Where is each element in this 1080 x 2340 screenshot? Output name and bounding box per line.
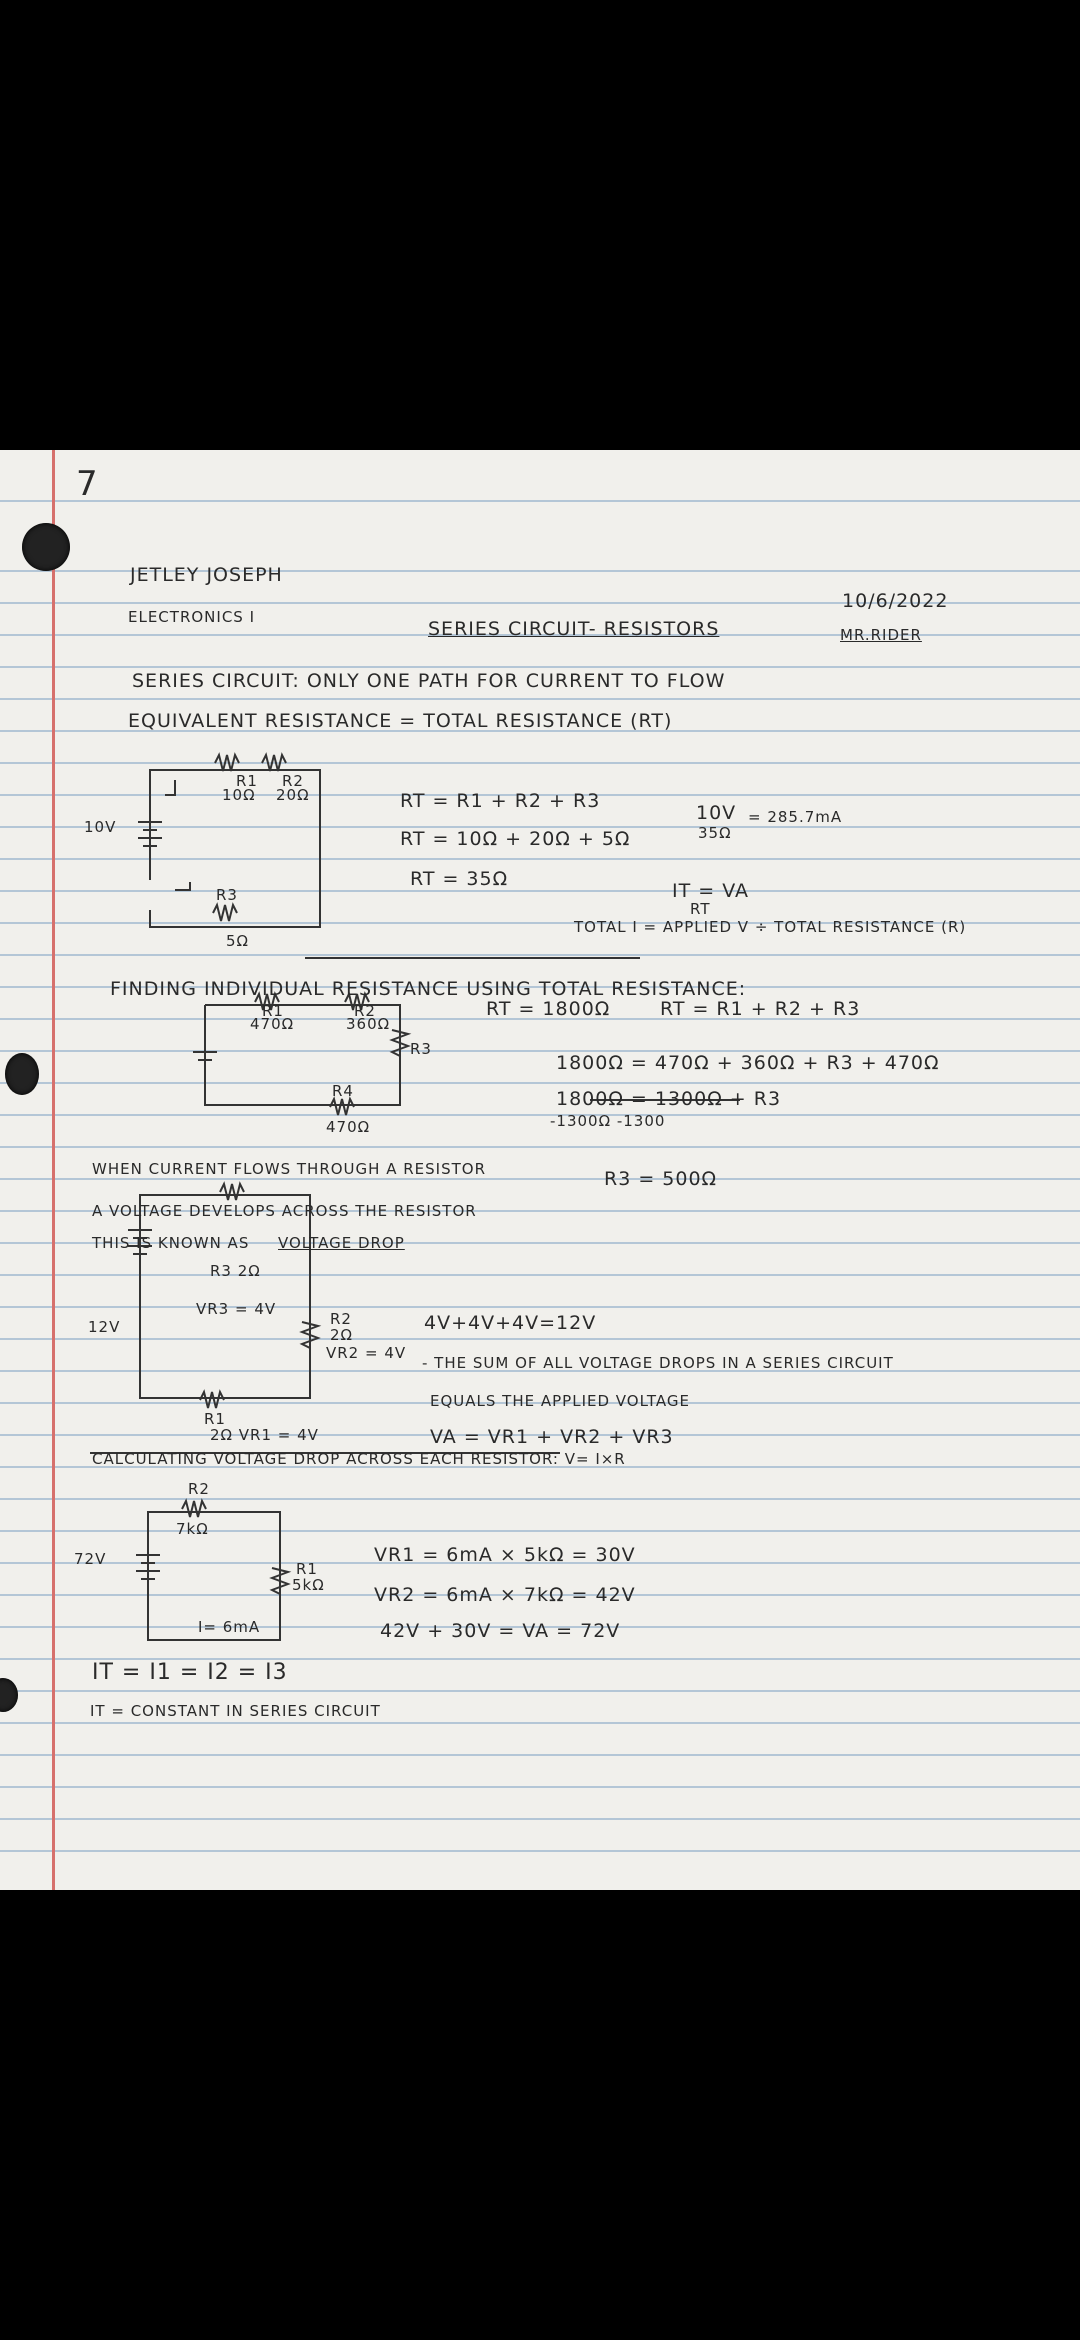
circuit3-rule-line1: - THE SUM OF ALL VOLTAGE DROPS IN A SERIES CIRCUIT xyxy=(422,1354,894,1372)
circuit1-r2-value: 20Ω xyxy=(276,786,310,804)
section2-rt: RT = 1800Ω xyxy=(486,998,611,1020)
circuit1-r1-name: R1 xyxy=(236,772,258,790)
section4-r2-name: R2 xyxy=(188,1480,210,1498)
section4-current-eq: IT = I1 = I2 = I3 xyxy=(92,1660,288,1685)
circuit1-current-num: IT = VA xyxy=(672,880,749,902)
circuit3-r1-name: R1 xyxy=(204,1410,226,1428)
circuit3-r2-name: R2 xyxy=(330,1310,352,1328)
page-number: 7 xyxy=(76,464,99,504)
section2-eq3b: -1300Ω -1300 xyxy=(550,1112,666,1130)
section4-eq2: VR2 = 6mA × 7kΩ = 42V xyxy=(374,1584,636,1606)
voltage-drop-term: VOLTAGE DROP xyxy=(278,1234,405,1252)
circuit3-formula: VA = VR1 + VR2 + VR3 xyxy=(430,1426,674,1448)
section2-eq1: RT = R1 + R2 + R3 xyxy=(660,998,861,1020)
section4-current: I= 6mA xyxy=(198,1618,261,1636)
circuit3-r1-value-vr1: 2Ω VR1 = 4V xyxy=(210,1426,319,1444)
section4-r2-value: 7kΩ xyxy=(176,1520,209,1538)
circuit1-r3-name: R3 xyxy=(216,886,238,904)
circuit1-ratio-num: 10V xyxy=(696,802,737,824)
topic-title: SERIES CIRCUIT- RESISTORS xyxy=(428,618,720,640)
section2-r4-value: 470Ω xyxy=(326,1118,371,1136)
circuit3-rule-line2: EQUALS THE APPLIED VOLTAGE xyxy=(430,1392,690,1410)
voltage-drop-line1: WHEN CURRENT FLOWS THROUGH A RESISTOR xyxy=(92,1160,486,1178)
circuit1-ratio-result: = 285.7mA xyxy=(748,808,843,826)
circuit1-source: 10V xyxy=(84,818,117,836)
section4-note: IT = CONSTANT IN SERIES CIRCUIT xyxy=(90,1702,381,1720)
section2-r2-value: 360Ω xyxy=(346,1015,391,1033)
circuit1-eq3: RT = 35Ω xyxy=(410,868,509,890)
circuit3-vr2: VR2 = 4V xyxy=(326,1344,407,1362)
circuit1-current-den: RT xyxy=(690,900,711,918)
circuit3-source: 12V xyxy=(88,1318,121,1336)
circuit1-ratio-den: 35Ω xyxy=(698,824,732,842)
circuit1-eq2: RT = 10Ω + 20Ω + 5Ω xyxy=(400,828,631,850)
circuit3-sum: 4V+4V+4V=12V xyxy=(424,1312,597,1334)
voltage-drop-line2: A VOLTAGE DEVELOPS ACROSS THE RESISTOR xyxy=(92,1202,477,1220)
circuit1-r1-value: 10Ω xyxy=(222,786,256,804)
date: 10/6/2022 xyxy=(842,590,949,612)
section2-eq2: 1800Ω = 470Ω + 360Ω + R3 + 470Ω xyxy=(556,1052,940,1074)
circuit1-r3-value: 5Ω xyxy=(226,932,250,950)
section4-heading: CALCULATING VOLTAGE DROP ACROSS EACH RESISTOR: V= I×R xyxy=(92,1450,626,1468)
equivalent-resistance-definition: EQUIVALENT RESISTANCE = TOTAL RESISTANCE (RT) xyxy=(128,710,673,732)
section2-eq3a: 1800Ω = 1300Ω + R3 xyxy=(556,1088,782,1110)
circuit1-r2-name: R2 xyxy=(282,772,304,790)
section2-r3-name: R3 xyxy=(410,1040,432,1058)
section4-eq1: VR1 = 6mA × 5kΩ = 30V xyxy=(374,1544,636,1566)
section2-r1-name: R1 xyxy=(262,1002,284,1020)
circuit3-r3-label: R3 2Ω xyxy=(210,1262,261,1280)
section2-result: R3 = 500Ω xyxy=(604,1168,718,1190)
section4-r1-value: 5kΩ xyxy=(292,1576,325,1594)
student-name: JETLEY JOSEPH xyxy=(130,564,283,586)
section4-eq3: 42V + 30V = VA = 72V xyxy=(380,1620,621,1642)
series-circuit-definition: SERIES CIRCUIT: ONLY ONE PATH FOR CURRENT TO FLOW xyxy=(132,670,726,692)
circuit3-r2-value: 2Ω xyxy=(330,1326,354,1344)
course: ELECTRONICS I xyxy=(128,608,256,626)
section4-source: 72V xyxy=(74,1550,107,1568)
section4-r1-name: R1 xyxy=(296,1560,318,1578)
section2-r4-name: R4 xyxy=(332,1082,354,1100)
instructor: MR.RIDER xyxy=(840,626,922,644)
section2-heading: FINDING INDIVIDUAL RESISTANCE USING TOTAL RESISTANCE: xyxy=(110,978,747,1000)
notebook-page xyxy=(0,450,1080,1890)
circuit1-eq1: RT = R1 + R2 + R3 xyxy=(400,790,601,812)
circuit3-vr3: VR3 = 4V xyxy=(196,1300,277,1318)
voltage-drop-line3-prefix: THIS IS KNOWN AS xyxy=(92,1234,250,1252)
section2-r2-name: R2 xyxy=(354,1002,376,1020)
circuit1-total-current: TOTAL I = APPLIED V ÷ TOTAL RESISTANCE (R) xyxy=(574,918,967,936)
section2-r1-value: 470Ω xyxy=(250,1015,295,1033)
